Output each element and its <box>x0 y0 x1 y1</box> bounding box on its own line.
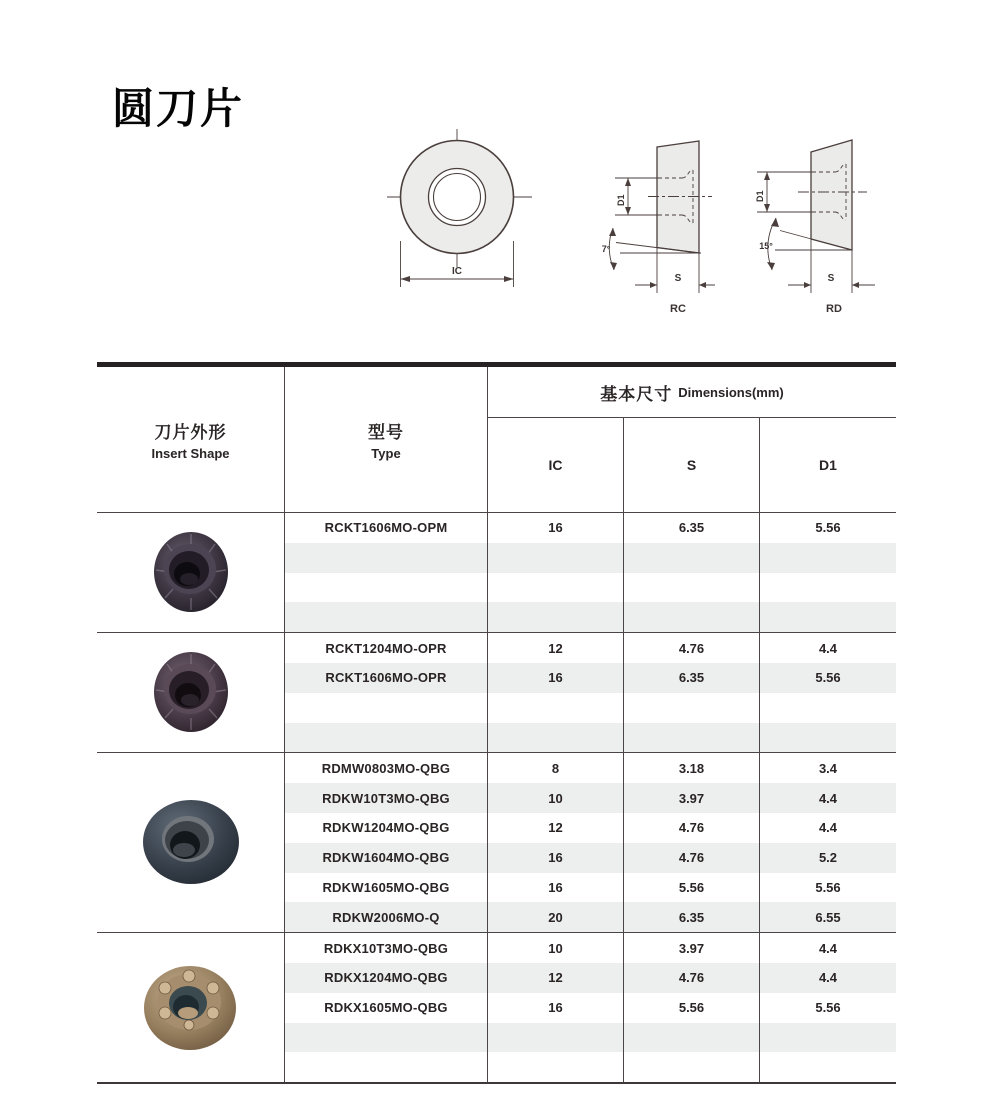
rc-side-view-drawing <box>600 130 715 325</box>
rd-side-view-drawing <box>750 130 880 325</box>
header-dimensions-en: Dimensions(mm) <box>678 385 784 400</box>
s-cell: 4.76 <box>624 813 760 843</box>
s-cell: 4.76 <box>624 963 760 993</box>
d1-cell <box>760 1052 896 1082</box>
header-dimensions <box>488 367 896 512</box>
table-row <box>285 602 896 632</box>
insert-spec-table <box>97 362 896 1084</box>
dim-label-d1: D1 <box>616 194 626 206</box>
insert-group-rdkw <box>97 752 896 932</box>
ic-cell: 12 <box>488 633 624 663</box>
header-insert-shape <box>97 367 285 512</box>
ic-cell: 10 <box>488 933 624 963</box>
insert-photo-cell <box>97 753 285 932</box>
type-cell <box>285 723 488 753</box>
ic-cell: 20 <box>488 902 624 932</box>
s-cell: 6.35 <box>624 902 760 932</box>
type-cell: RCKT1606MO-OPR <box>285 663 488 693</box>
d1-cell: 3.4 <box>818 760 838 776</box>
ic-cell: 16 <box>488 993 624 1023</box>
ic-cell <box>488 602 624 632</box>
ic-cell: 8 <box>488 753 624 783</box>
dim-label-ic: IC <box>452 266 462 277</box>
ic-cell <box>488 693 624 723</box>
s-cell <box>624 573 760 603</box>
type-cell: RDKX1605MO-QBG <box>285 993 488 1023</box>
table-row <box>285 663 896 693</box>
d1-cell: 4.4 <box>818 820 838 836</box>
type-cell: RDKW1204MO-QBG <box>285 813 488 843</box>
s-cell <box>624 1052 760 1082</box>
angle-label: 7° <box>601 244 611 254</box>
ic-cell: 12 <box>488 813 624 843</box>
insert-photo-cell <box>97 513 285 632</box>
type-cell: RCKT1204MO-OPR <box>285 633 488 663</box>
column-header-ic: IC <box>488 418 624 512</box>
angle-label: 15° <box>759 241 773 251</box>
header-type <box>285 367 488 512</box>
d1-cell <box>760 543 896 573</box>
table-row <box>285 513 896 543</box>
table-row <box>285 543 896 573</box>
table-row <box>285 633 896 663</box>
ic-cell <box>488 1052 624 1082</box>
s-cell <box>624 693 760 723</box>
ic-cell <box>488 543 624 573</box>
s-cell: 3.97 <box>624 783 760 813</box>
insert-photo-cell <box>97 933 285 1082</box>
d1-cell <box>760 1023 896 1053</box>
table-row <box>285 783 896 813</box>
header-insert-shape-en: Insert Shape <box>151 446 230 461</box>
s-cell: 3.97 <box>624 933 760 963</box>
s-cell: 5.56 <box>624 993 760 1023</box>
drawing-caption-rc: RC <box>670 303 686 315</box>
ic-cell <box>488 573 624 603</box>
d1-cell <box>760 602 896 632</box>
type-cell: RDKX10T3MO-QBG <box>285 933 488 963</box>
type-cell: RDKW2006MO-Q <box>285 902 488 932</box>
table-row <box>285 873 896 903</box>
type-cell <box>285 602 488 632</box>
s-cell: 6.35 <box>624 513 760 543</box>
d1-cell: 4.4 <box>818 790 838 806</box>
page-title: 圆刀片 <box>112 85 245 132</box>
ic-cell: 16 <box>488 873 624 903</box>
d1-cell <box>760 723 896 753</box>
ic-cell: 16 <box>488 513 624 543</box>
table-row <box>285 693 896 723</box>
header-dimensions-zh: 基本尺寸 <box>600 384 673 404</box>
type-cell <box>285 1023 488 1053</box>
ic-cell <box>488 723 624 753</box>
column-header-s: S <box>624 418 760 512</box>
type-cell <box>285 543 488 573</box>
table-row <box>285 723 896 753</box>
d1-cell: 5.56 <box>815 520 841 536</box>
smooth-blue-gray-round-insert-photo <box>140 798 242 888</box>
drawing-caption-rd: RD <box>826 303 842 315</box>
d1-cell: 4.4 <box>818 970 838 986</box>
table-row <box>285 843 896 873</box>
d1-cell <box>760 693 896 723</box>
s-cell: 4.76 <box>624 633 760 663</box>
purple-scalloped-round-insert-photo <box>151 648 231 738</box>
d1-cell: 5.2 <box>818 850 838 866</box>
s-cell: 6.35 <box>624 663 760 693</box>
s-cell <box>624 602 760 632</box>
s-cell: 5.56 <box>624 873 760 903</box>
type-cell: RDKW10T3MO-QBG <box>285 783 488 813</box>
type-cell: RCKT1606MO-OPM <box>285 513 488 543</box>
insert-photo-cell <box>97 633 285 752</box>
s-cell <box>624 1023 760 1053</box>
bronze-dimpled-round-insert-photo <box>140 962 242 1054</box>
ic-cell: 10 <box>488 783 624 813</box>
column-header-d1: D1 <box>819 457 837 473</box>
table-header <box>97 367 896 512</box>
table-row <box>285 963 896 993</box>
s-cell: 4.76 <box>624 843 760 873</box>
dark-scalloped-round-insert-photo <box>151 528 231 618</box>
insert-group-rckt-opr <box>97 632 896 752</box>
header-dimensions-title <box>488 367 896 418</box>
d1-cell: 4.4 <box>818 940 838 956</box>
table-row <box>285 573 896 603</box>
s-cell: 3.18 <box>624 753 760 783</box>
d1-cell: 5.56 <box>815 1000 841 1016</box>
header-insert-shape-zh: 刀片外形 <box>154 423 227 442</box>
type-cell: RDKW1605MO-QBG <box>285 873 488 903</box>
s-cell <box>624 543 760 573</box>
header-type-zh: 型号 <box>368 423 404 442</box>
type-cell: RDMW0803MO-QBG <box>285 753 488 783</box>
d1-cell: 6.55 <box>815 909 841 925</box>
type-cell <box>285 1052 488 1082</box>
d1-cell: 5.56 <box>815 879 841 895</box>
table-row <box>285 993 896 1023</box>
table-row <box>285 753 896 783</box>
type-cell <box>285 573 488 603</box>
table-row <box>285 1023 896 1053</box>
type-cell: RDKX1204MO-QBG <box>285 963 488 993</box>
dim-label-s: S <box>674 273 682 284</box>
ic-cell <box>488 1023 624 1053</box>
table-row <box>285 902 896 932</box>
ic-cell: 16 <box>488 843 624 873</box>
ic-cell: 12 <box>488 963 624 993</box>
insert-group-rdkx <box>97 932 896 1082</box>
ic-cell: 16 <box>488 663 624 693</box>
table-row <box>285 813 896 843</box>
d1-cell: 4.4 <box>818 640 838 656</box>
d1-cell <box>760 573 896 603</box>
d1-cell: 5.56 <box>815 670 841 686</box>
type-cell <box>285 693 488 723</box>
round-insert-top-view-drawing <box>386 127 534 295</box>
table-row <box>285 933 896 963</box>
insert-group-rckt-opm <box>97 512 896 632</box>
header-type-en: Type <box>371 446 401 461</box>
dim-label-s: S <box>827 273 835 284</box>
table-row <box>285 1052 896 1082</box>
type-cell: RDKW1604MO-QBG <box>285 843 488 873</box>
s-cell <box>624 723 760 753</box>
dim-label-d1: D1 <box>755 190 765 202</box>
